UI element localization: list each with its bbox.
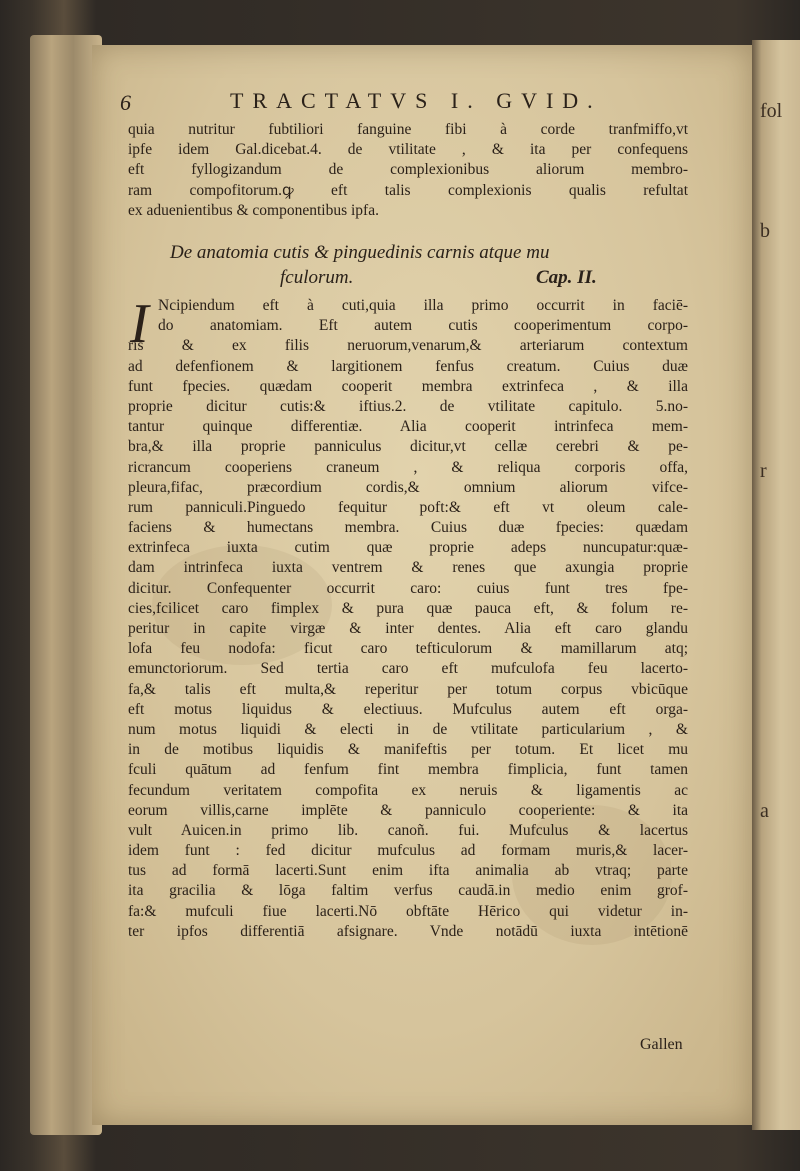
text-line: dicitur. Confequenter occurrit caro: cuius funt tres fpe- [128,579,688,597]
text-line: tus ad formā lacerti.Sunt enim ifta animalia ab vtraq; parte [128,862,688,880]
chapter-heading [170,242,690,292]
text-line: tantur quinque differentiæ. Alia cooperit intrinfeca mem- [128,418,688,436]
text-line: proprie dicitur cutis:& iftius.2. de vtilitate capitulo. 5.no- [128,397,688,415]
text-line: ter ipfos differentiā afsignare. Vnde notādū iuxta intētionē [128,922,688,940]
text-line: peritur in capite virgæ & inter dentes. Alia eft caro glandu [128,620,688,637]
intro-paragraph [128,120,688,221]
facing-page-fragment: r [760,460,767,482]
text-line: dam intrinfeca iuxta ventrem & renes que axungia proprie [128,559,688,577]
chapter-body [128,293,688,942]
text-line: vult Auicen.in primo lib. canoñ. fui. Mufculus & lacertus [128,821,688,839]
chapter-heading-line: De anatomia cutis & pinguedinis carnis atque mu [170,242,550,263]
text-line: cies,fcilicet caro fimplex & pura quæ pauca eft, & folum re- [128,599,688,617]
text-line: eorum villis,carne implēte & panniculo cooperiente: & ita [128,801,688,819]
text-line: ex aduenientibus & componentibus ipfa. [128,201,379,219]
facing-page-fragment: b [760,220,770,242]
text-line: ita gracilia & lōga faltim verfus caudā.in medio enim grof- [128,882,688,900]
text-line: ad defenfionem & largitionem fenfus creatum. Cuius duæ [128,357,688,375]
folio-number: 6 [120,90,131,115]
text-line: Ncipiendum eft à cuti,quia illa primo occurrit in faciē- [158,297,688,314]
text-line: do anatomiam. Eft autem cutis cooperimentum corpo- [158,317,688,335]
text-line: eft motus liquidus & electiuus. Mufculus autem eft orga- [128,700,688,718]
text-line: quia nutritur fubtiliori fanguine fibi à corde tranfmiffo,vt [128,121,688,138]
text-line: fa:& mufculi fiue lacerti.Nō obftāte Hērico qui videtur in- [128,902,688,920]
text-line: num motus liquidi & electi in de vtilitate particularium , & [128,720,688,738]
catchword: Gallen [640,1036,683,1053]
text-line: rum panniculi.Pinguedo fequitur poft:& eft vt oleum cale- [128,498,688,516]
text-line: eft fyllogizandum de complexionibus aliorum membro- [128,161,688,179]
page-header [120,88,680,118]
text-line: idem funt : fed dicitur mufculus ad formam muris,& lacer- [128,842,688,860]
text-line: extrinfeca iuxta cutim quæ proprie adeps nuncupatur:quæ- [128,539,688,557]
text-line: fa,& talis eft multa,& reperitur per totum corpus vbicūque [128,680,688,698]
chapter-number: Cap. II. [536,267,597,288]
running-head: TRACTATVS I. GVID. [230,88,602,113]
text-line: ram compofitorum.ꝙ eft talis complexionis qualis refultat [128,181,688,199]
text-line: in de motibus liquidis & manifeftis per totum. Et licet mu [128,741,688,759]
text-line: fculi quātum ad fenfum fint membra fimplicia, funt tamen [128,761,688,779]
text-line: ipfe idem Gal.dicebat.4. de vtilitate , & ita per confequens [128,141,688,159]
facing-page-fragment: fol [760,100,783,122]
text-line: pleura,fifac, præcordium cordis,& omnium aliorum vifce- [128,478,688,496]
text-line: emunctoriorum. Sed tertia caro eft mufculofa feu lacerto- [128,660,688,678]
drop-capital: I [130,293,149,355]
chapter-heading-line: fculorum. [280,267,354,288]
text-line: fecundum veritatem compofita ex neruis & ligamentis ac [128,781,688,799]
facing-page-edge [752,40,800,1130]
facing-page-fragment: a [760,800,769,822]
text-line: ris & ex filis neruorum,venarum,& arteriarum contextum [128,337,688,355]
text-line: funt fpecies. quædam cooperit membra extrinfeca , & illa [128,377,688,395]
text-line: lofa feu nodofa: ficut caro tefticulorum & mamillarum atq; [128,640,688,658]
text-line: ricrancum cooperiens craneum , & reliqua corporis offa, [128,458,688,476]
text-line: bra,& illa proprie panniculus dicitur,vt cellæ cerebri & pe- [128,438,688,456]
text-line: faciens & humectans membra. Cuius duæ fpecies: quædam [128,519,688,537]
